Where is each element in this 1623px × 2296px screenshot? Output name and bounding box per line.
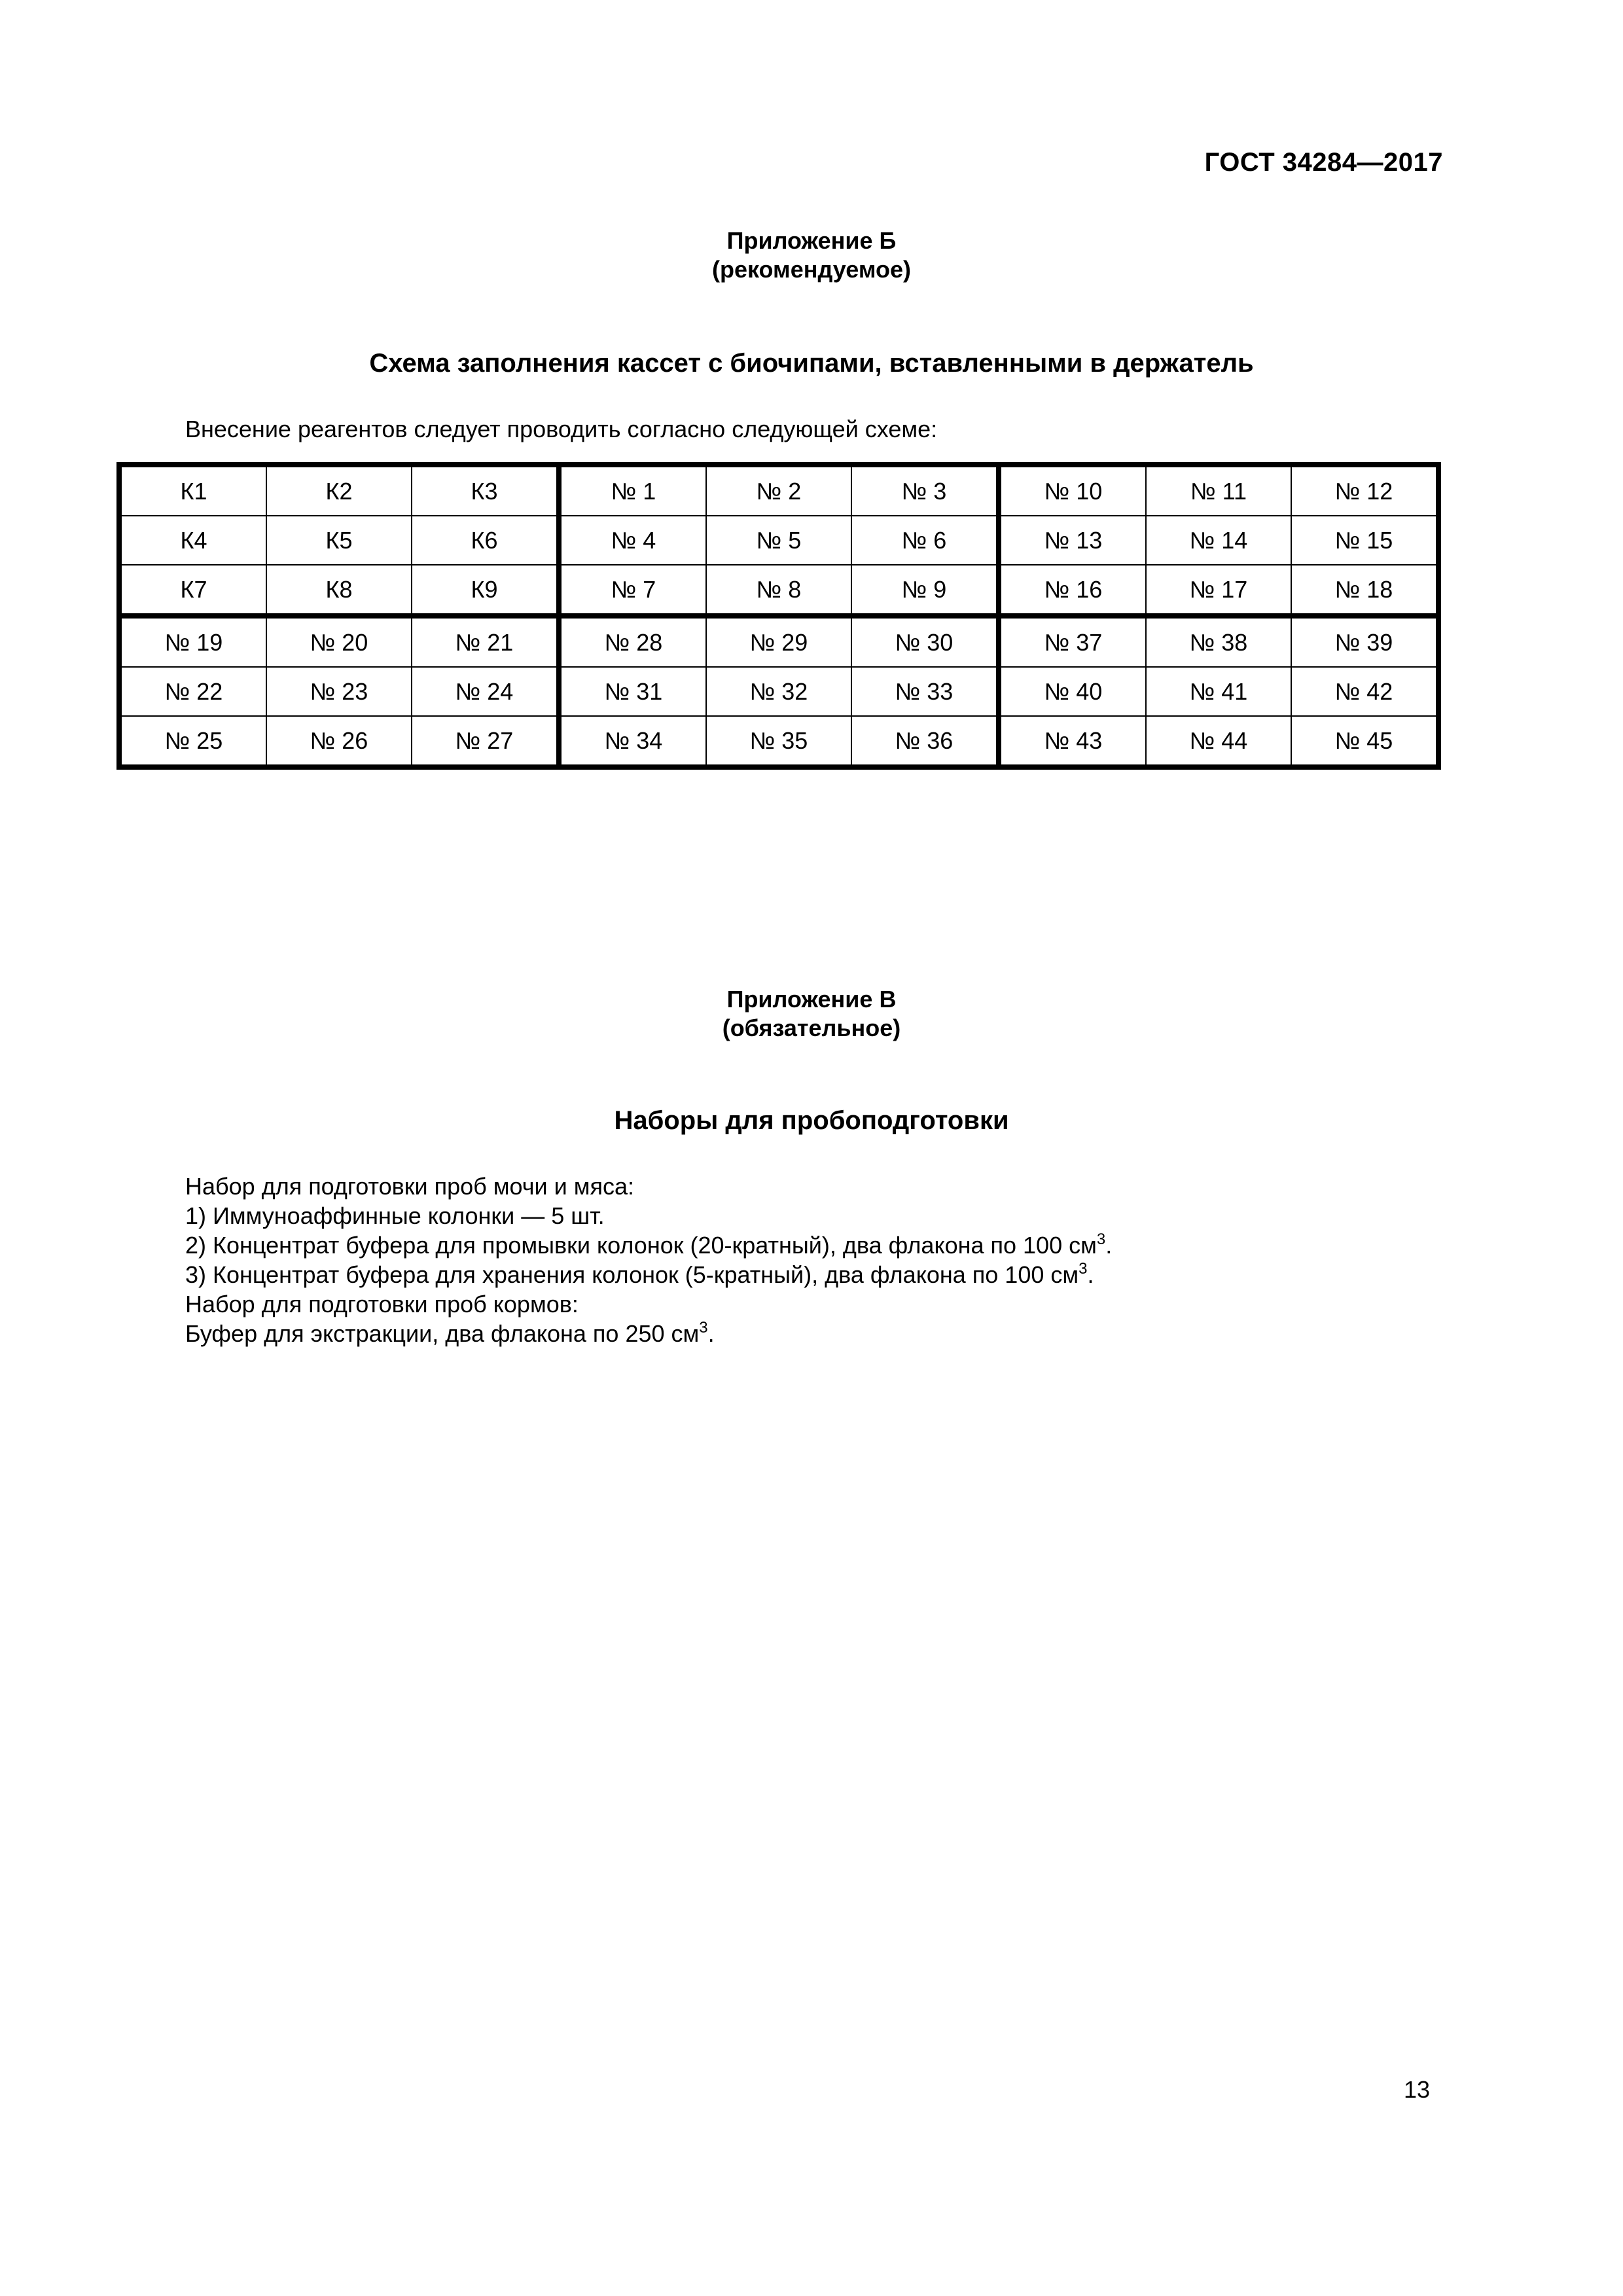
appendix-v-title: Приложение В [726,986,897,1013]
table-cell: № 36 [851,716,999,767]
table-cell: № 26 [266,716,412,767]
table-cell: № 29 [706,616,851,667]
table-cell: К9 [412,565,559,616]
table-cell: № 33 [851,667,999,716]
table-cell: № 16 [999,565,1146,616]
table-cell: № 39 [1291,616,1438,667]
table-row [119,465,1438,516]
table-cell: № 1 [559,465,706,516]
table-row [119,516,1438,565]
table-cell: № 37 [999,616,1146,667]
kit-line: Буфер для экстракции, два флакона по 250 $см^3$. [185,1319,715,1347]
table-cell: № 9 [851,565,999,616]
table-cell: К7 [119,565,266,616]
table-cell: № 20 [266,616,412,667]
table-cell: № 30 [851,616,999,667]
table-cell: № 45 [1291,716,1438,767]
kit-line: 3) Концентрат буфера для хранения колонок (5-кратный), два флакона по 100 $см^3$. [185,1260,1094,1288]
appendix-b-heading: Схема заполнения кассет с биочипами, вставленными в держатель [369,349,1254,378]
table-cell: № 43 [999,716,1146,767]
table-cell: № 23 [266,667,412,716]
kit-line: 2) Концентрат буфера для промывки колонок (20-кратный), два флакона по 100 $см^3$. [185,1230,1113,1259]
appendix-b-intro: Внесение реагентов следует проводить согласно следующей схеме: [185,416,938,442]
table-cell: № 5 [706,516,851,565]
appendix-b-status: (рекомендуемое) [712,256,911,283]
table-cell: № 21 [412,616,559,667]
kit-line: Набор для подготовки проб мочи и мяса: [185,1173,634,1200]
table-cell: К2 [266,465,412,516]
kit-line: 1) Иммуноаффинные колонки — 5 шт. [185,1202,605,1229]
table-cell: № 42 [1291,667,1438,716]
document-code: ГОСТ 34284—2017 [1204,148,1443,177]
cassette-fill-table [116,462,1441,770]
table-cell: № 38 [1146,616,1291,667]
table-cell: К4 [119,516,266,565]
table-cell: № 31 [559,667,706,716]
table-cell: № 15 [1291,516,1438,565]
table-cell: № 6 [851,516,999,565]
table-cell: № 28 [559,616,706,667]
table-row [119,716,1438,767]
table-cell: № 34 [559,716,706,767]
table-cell: № 14 [1146,516,1291,565]
table-row [119,565,1438,616]
table-cell: № 13 [999,516,1146,565]
appendix-v-status: (обязательное) [722,1014,901,1041]
table-cell: К5 [266,516,412,565]
table-cell: № 17 [1146,565,1291,616]
table-cell: № 4 [559,516,706,565]
table-cell: № 40 [999,667,1146,716]
table-cell: № 19 [119,616,266,667]
appendix-b-title: Приложение Б [726,227,897,254]
table-row [119,616,1438,667]
appendix-v-heading: Наборы для пробоподготовки [614,1106,1009,1135]
table-cell: К1 [119,465,266,516]
table-cell: № 8 [706,565,851,616]
table-cell: № 3 [851,465,999,516]
table-cell: К6 [412,516,559,565]
table-cell: № 2 [706,465,851,516]
table-cell: № 12 [1291,465,1438,516]
kit-line: Набор для подготовки проб кормов: [185,1291,579,1318]
table-cell: № 44 [1146,716,1291,767]
table-cell: № 27 [412,716,559,767]
table-row [119,667,1438,716]
page-number: 13 [1403,2076,1430,2103]
sample-prep-kit-list [185,1172,1112,1348]
table-cell: № 25 [119,716,266,767]
table-cell: К8 [266,565,412,616]
table-cell: № 32 [706,667,851,716]
table-cell: № 41 [1146,667,1291,716]
table-cell: № 11 [1146,465,1291,516]
table-cell: № 22 [119,667,266,716]
table-cell: № 35 [706,716,851,767]
table-cell: № 7 [559,565,706,616]
table-cell: К3 [412,465,559,516]
table-cell: № 18 [1291,565,1438,616]
table-cell: № 24 [412,667,559,716]
table-cell: № 10 [999,465,1146,516]
